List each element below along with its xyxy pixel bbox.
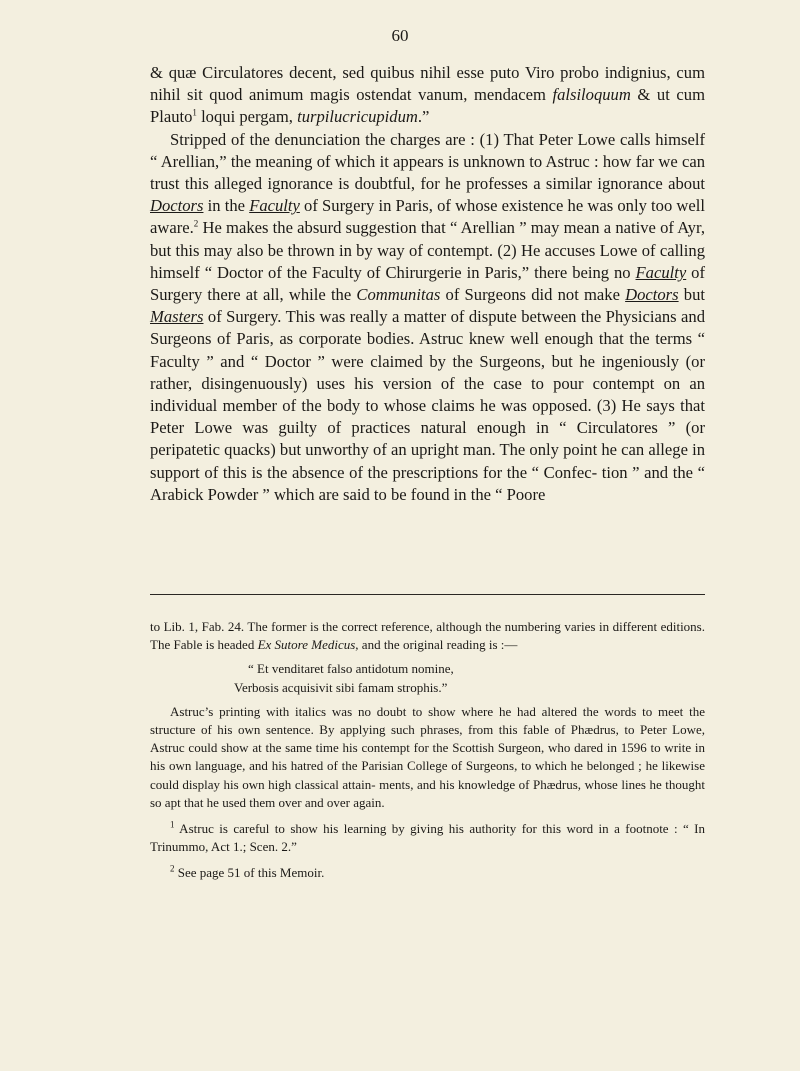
page-number: 60 <box>391 26 409 45</box>
text-run: but <box>678 285 705 305</box>
italic-term: Faculty <box>249 196 300 216</box>
text-run: of Surgery there at all, while the <box>150 262 705 305</box>
paragraph-2 <box>150 129 705 506</box>
text-run: in the <box>203 196 250 216</box>
italic-term: Doctors <box>625 285 679 305</box>
footnote-divider <box>150 594 705 595</box>
text-run: of Surgery. This was really a matter of dispute between the Physicians and Surgeons of Paris, as corporate bodies. Astruc knew well enough that the terms “ Faculty ” and “ Doctor ” were claimed by the Surgeons, but he ingeniously (or rather, disingenuously) uses his version of the case to pour contempt on an individual member of the body to whose claims he was opposed. (3) He says that Peter Lowe was guilty of practices natural enough in “ Circulatores ” (or peripatetic quacks) but unworthy of an upright man. The only point he can allege in support of this is the absence of the prescriptions for the “ Confec- tion ” and the “ Arabick Powder ” which are said to be found in the “ Poore <box>150 307 705 504</box>
footnote-ref: 2 <box>193 218 199 229</box>
text-run: He makes the absurd suggestion that “ Arellian ” may mean a native of Ayr, but this may also be thrown in by way of contempt. (2) He accuses Lowe of calling himself “ Doctor of the Faculty of Chirurgerie in Paris,” there being no <box>150 218 705 282</box>
quoted-verse <box>234 660 705 696</box>
footnote-1 <box>150 820 705 856</box>
text-run: loqui pergam, <box>196 107 298 127</box>
footnote-mark: 2 <box>170 864 175 875</box>
italic-term: Faculty <box>635 262 687 282</box>
footnote-2 <box>150 864 705 882</box>
note-continuation <box>150 618 705 654</box>
text-run: See page 51 of this Memoir. <box>174 865 325 881</box>
text-run: Stripped of the denunciation the charges are : (1) That Peter Lowe calls himself “ Arellian,” the meaning of which it appears is unknown to Astruc : how far we can trust this alleged ignorance is doubtful, for he professes a similar ignorance about <box>150 129 705 194</box>
text-run: to Lib. 1, Fab. 24. The former is the correct reference, although the numbering varies in different editions. The Fable is headed <box>150 619 705 653</box>
italic-term: Masters <box>150 307 204 327</box>
text-run: & quæ Circulatores decent, sed quibus nihil esse puto Viro probo indignius, cum nihil sit quod animum magis ostendat vanum, mendacem <box>150 63 705 105</box>
text-run: .” <box>417 107 430 127</box>
verse-line: “ Et venditaret falso antidotum nomine, <box>248 661 454 677</box>
footnotes <box>150 618 705 883</box>
italic-term: Ex Sutore Medicus <box>257 637 356 653</box>
italic-term: turpilucricupidum <box>297 107 418 127</box>
footnote-ref: 1 <box>192 107 197 118</box>
main-text <box>150 62 705 506</box>
note-paragraph: Astruc’s printing with italics was no doubt to show where he had altered the words to meet the structure of his own sentence. By applying such phrases, from this fable of Phædrus, to Peter Lowe, Astruc could show at the same time his contempt for the Scottish Surgeon, who dared in 1596 to write in his own language, and his hatred of the Parisian College of Surgeons, to which he belonged ; he likewise could display his own high classical attain- ments, and his knowledge of Phædrus, whose lines he thought so apt that he used them over and over again. <box>150 703 705 810</box>
footnote-mark: 1 <box>170 819 175 830</box>
italic-term: Communitas <box>356 285 441 305</box>
text-run: , and the original reading is :— <box>355 637 518 653</box>
text-run: Astruc is careful to show his learning by giving his authority for this word in a footnote : “ In Trinummo, Act 1.; Scen. 2.” <box>150 821 705 855</box>
italic-term: Doctors <box>150 196 204 216</box>
paragraph-1 <box>150 62 705 129</box>
text-run: of Surgery in Paris, of whose existence he was only too well aware. <box>150 196 706 238</box>
italic-term: falsiloquum <box>552 85 631 105</box>
verse-line: Verbosis acquisivit sibi famam strophis.” <box>234 679 448 695</box>
text-run: & ut cum Plauto <box>150 85 705 127</box>
text-run: of Surgeons did not make <box>440 285 626 305</box>
